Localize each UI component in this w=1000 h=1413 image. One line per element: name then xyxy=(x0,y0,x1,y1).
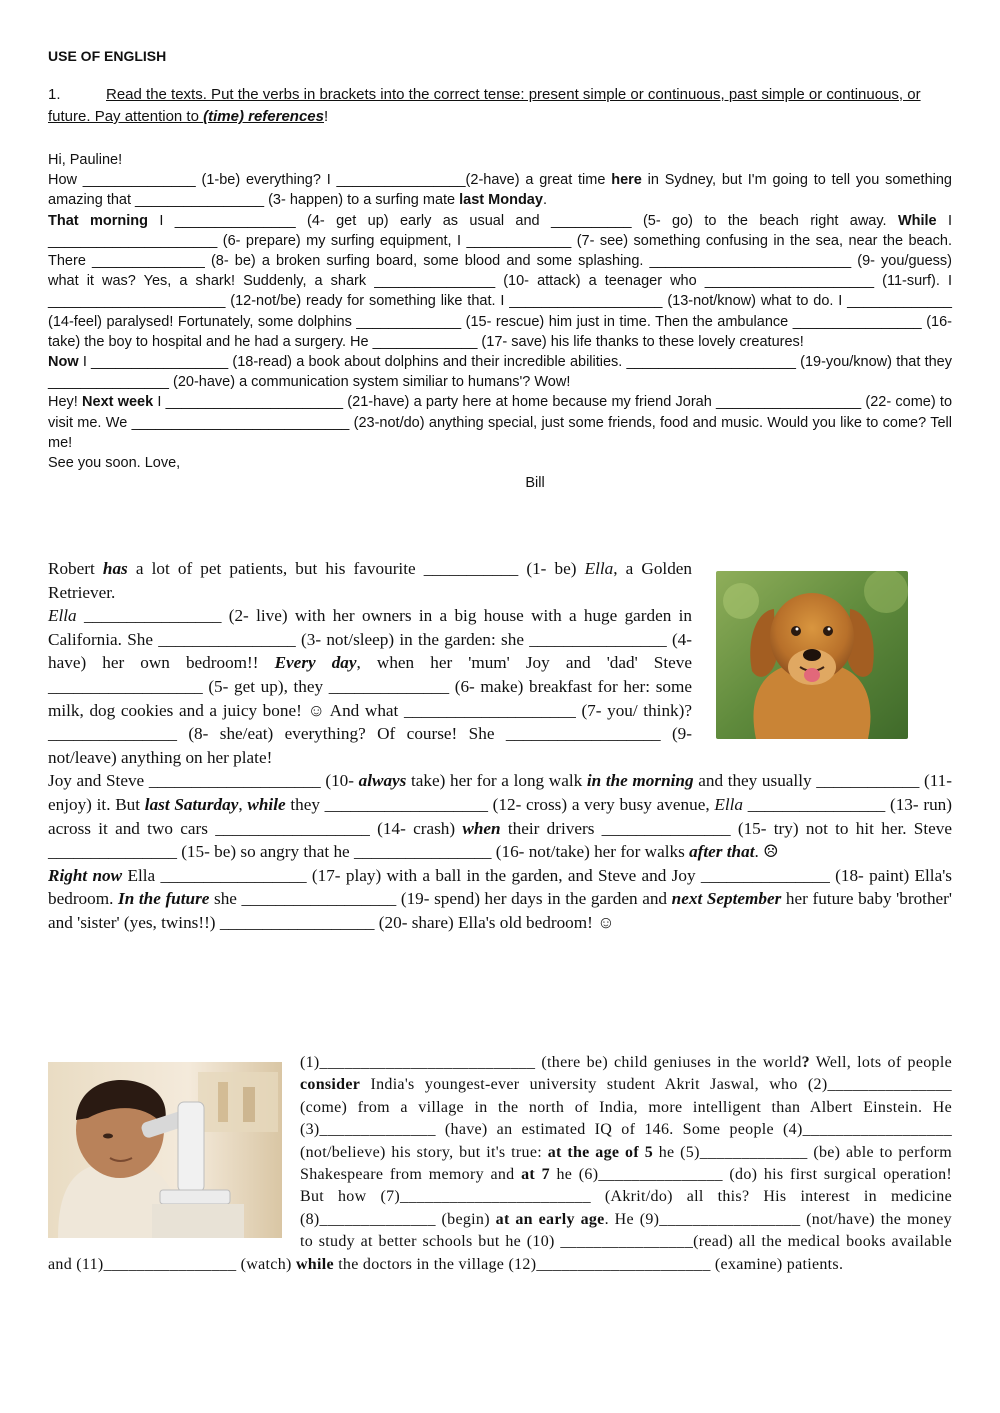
letter-signature: Bill xyxy=(525,475,545,492)
keyword-now: Now xyxy=(48,354,79,371)
keyword-while: While xyxy=(897,212,937,229)
boy-illustration xyxy=(48,1062,282,1238)
keyword-has: has xyxy=(102,559,128,578)
golden-retriever-photo xyxy=(716,571,908,739)
letter-para-3: Now I _________________ (18-read) a book about dolphins and their incredible abilities. _____________________ (19-you/know) that they _______________ (20-have) a communication system similiar to humans'? Wow! xyxy=(48,354,952,391)
dog-text xyxy=(48,557,952,935)
keyword-while-2: while xyxy=(247,794,286,814)
genius-para: (1)__________________________ (there be) child geniuses in the world? Well, lots of people consider India's youngest-ever university student Akrit Jaswal, who (2)_______________ (come) from a village in the north of India, more intelligent than Albert Einstein. He (3)______________ (have) an estimated IQ of 146. Some people (4)__________________ (not/believe) his story, but it's true: at the age of 5 he (5)_____________ (be) able to perform Shakespeare from memory and at 7 he (6)_______________ (do) his first surgical operation! But how (7)_______________________ (Akrit/do) all this? His interest in medicine (8)______________ (begin) at an early age. He (9)_________________ (not/have) the money to study at better schools but he (10) ________________(read) all the medical books available and (11)________________ (watch) while the doctors in the village (12)_____________________ (examine) patients. xyxy=(48,1054,953,1273)
dog-para-3: Joy and Steve ____________________ (10- always take) her for a long walk in the morning and they usually ____________ (11- enjoy) it. But last Saturday, while they ___________________ (12- cross) a very busy avenue, Ella ________________ (13- run) across it and two cars __________________ (14- crash) when their drivers _______________ (15- try) not to hit her. Steve _______________ (15- be) so angry that he ________________ (16- not/take) her for walks after that. ☹ xyxy=(48,771,952,862)
keyword-in-the-morning: in the morning xyxy=(586,771,694,791)
keyword-at-age-5: at the age of 5 xyxy=(547,1143,653,1161)
keyword-next-september: next September xyxy=(671,889,782,909)
dog-para-2: Ella ________________ (2- live) with her owners in a big house with a huge garden in California. She ________________ (3- not/sleep) in the garden: she ________________ (4- have) her own bedroom!! Every day, when her 'mum' Joy and 'dad' Steve __________________ (5- get up), they ______________ (6- make) breakfast for her: some milk, dog cookies and a juicy bone! ☺ And what ____________________ (7- you/ think)? _______________ (8- she/eat) everything? Of course! She __________________ (9- not/leave) anything on her plate! xyxy=(48,606,692,767)
instructions-emphasis: (time) references xyxy=(203,108,324,125)
keyword-consider: consider xyxy=(300,1076,361,1094)
keyword-at-7: at 7 xyxy=(521,1166,550,1184)
keyword-right-now: Right now xyxy=(48,865,123,885)
keyword-while-3: while xyxy=(295,1255,334,1273)
instructions-text: Read the texts. Put the verbs in brackets into the correct tense: present simple or continuous, past simple or continuous, or future. Pay attention to xyxy=(48,86,921,125)
keyword-here: here xyxy=(611,172,642,189)
exercise-number: 1. xyxy=(48,86,61,103)
keyword-always: always xyxy=(358,771,407,791)
keyword-early-age: at an early age xyxy=(495,1210,605,1228)
keyword-every-day: Every day xyxy=(274,653,357,673)
letter-text xyxy=(48,150,952,493)
page-heading: USE OF ENGLISH xyxy=(48,48,167,64)
instructions-end: ! xyxy=(324,108,329,125)
letter-para-2: That morning I _______________ (4- get up) early as usual and __________ (5- go) to the beach right away. While I _____________________ (6- prepare) my surfing equipment, I _____________ (7- see) something confusing in the sea, near the beach. There ______________ (8- be) a broken surfing board, some blood and some splashing. _________________________ (9- you/guess) what it was? Yes, a shark! Suddenly, a shark _______________ (10- attack) a teenager who _____________________ (11-surf). I ______________________ (12-not/be) ready for something like that. I ___________________ (13-not/know) what to do. I _____________ (14-feel) paralysed! Fortunately, some dolphins _____________ (15- rescue) him just in time. Then the ambulance ________________ (16- take) the boy to hospital and he had a surgery. He _____________ (17- save) his life thanks to these lovely creatures! xyxy=(48,212,952,350)
dog-para-1: Robert has a lot of pet patients, but his favourite ___________ (1- be) Ella, a Golden Retriever. xyxy=(48,559,693,602)
keyword-in-the-future: In the future xyxy=(118,889,210,909)
keyword-last-monday: last Monday xyxy=(459,192,543,209)
dog-illustration xyxy=(716,571,908,739)
keyword-when: when xyxy=(462,818,501,838)
keyword-next-week: Next week xyxy=(82,394,154,411)
keyword-after-that: after that xyxy=(689,842,755,862)
instructions xyxy=(48,84,952,128)
letter-closing: See you soon. Love, xyxy=(48,455,181,472)
keyword-last-saturday: last Saturday xyxy=(144,794,239,814)
letter-para-4: Hey! Next week I ______________________ (21-have) a party here at home because my friend Jorah __________________ (22- come) to visit me. We ___________________________ (23-not/do) anything special, just some friends, food and music. Would you like to come? Tell me! xyxy=(48,394,953,451)
letter-greeting: Hi, Pauline! xyxy=(48,152,123,168)
boy-microscope-photo xyxy=(48,1062,282,1238)
letter-para-1: How ______________ (1-be) everything? I ________________(2-have) a great time here in Sydney, but I'm going to tell you something amazing that ________________ (3- happen) to a surfing mate last Monday. xyxy=(48,172,952,209)
dog-para-4: Right now Ella _________________ (17- play) with a ball in the garden, and Steve and Joy _______________ (18- paint) Ella's bedroom. In the future she __________________ (19- spend) her days in the garden and next September her future baby 'brother' and 'sister' (yes, twins!!) __________________ (20- share) Ella's old bedroom! ☺ xyxy=(48,865,952,932)
keyword-that-morning: That morning xyxy=(48,212,148,229)
genius-text xyxy=(48,1052,952,1276)
